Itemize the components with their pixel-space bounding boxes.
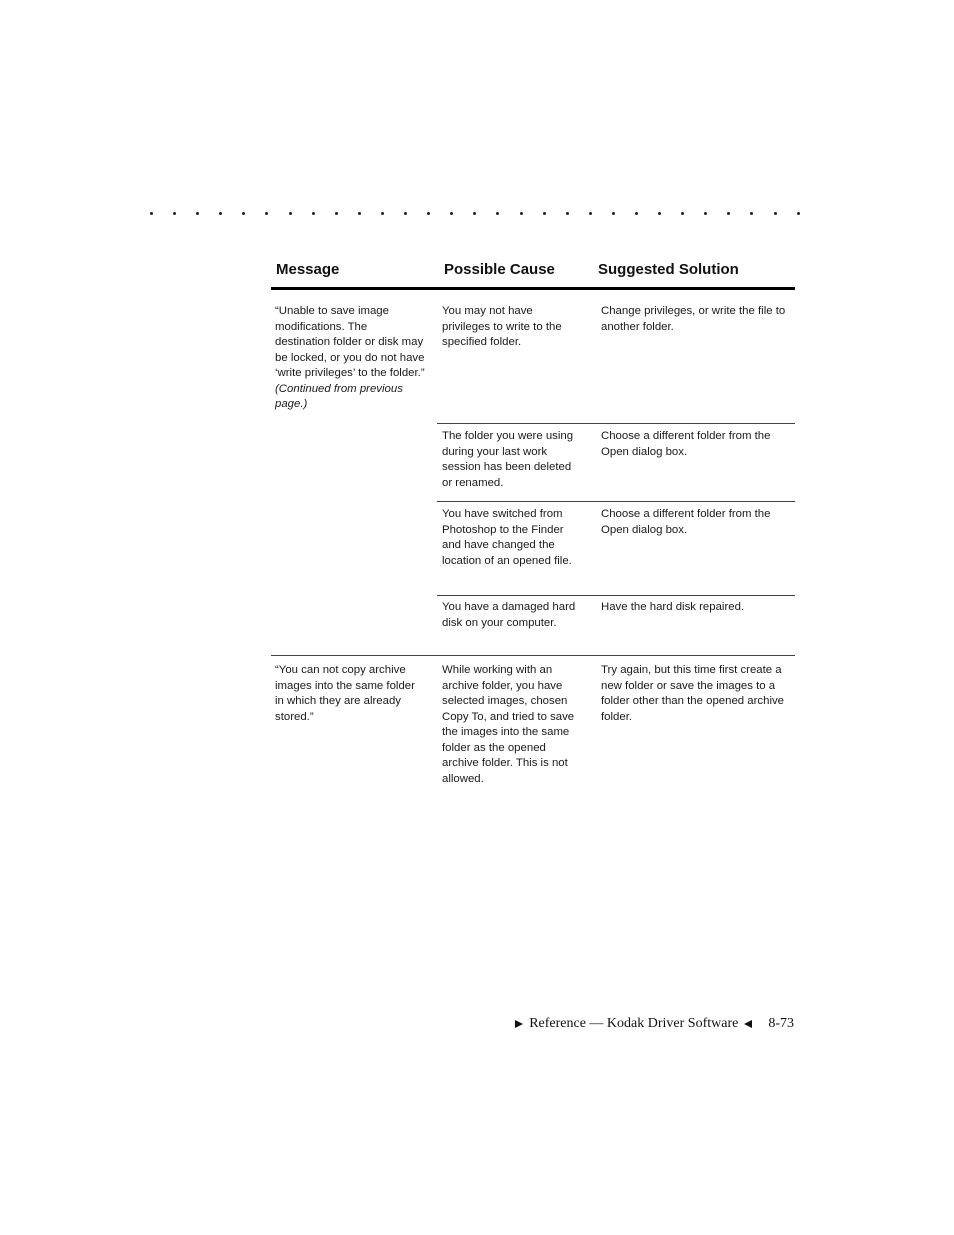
dot xyxy=(473,212,476,215)
dot xyxy=(496,212,499,215)
page-number: 8-73 xyxy=(768,1016,794,1031)
footer-title: Reference — Kodak Driver Software xyxy=(529,1016,739,1031)
dot xyxy=(312,212,315,215)
message-cell xyxy=(275,304,425,413)
dot xyxy=(727,212,730,215)
dot xyxy=(566,212,569,215)
header-message: Message xyxy=(276,261,340,278)
solution-cell: Have the hard disk repaired. xyxy=(601,601,745,613)
row-divider xyxy=(437,423,795,424)
solution-cell: Try again, but this time first create a new folder or save the images to a folder other than the opened archive folder. xyxy=(601,664,785,723)
message-cell: “You can not copy archive images into the same folder in which they are already stored.” xyxy=(275,664,415,723)
cause-cell: You have a damaged hard disk on your computer. xyxy=(442,601,576,629)
row-divider xyxy=(437,595,795,596)
dot xyxy=(635,212,638,215)
dotted-separator xyxy=(150,203,800,223)
cause-cell: While working with an archive folder, you have selected images, chosen Copy To, and tried to save the images into the same folder as the opened archive folder. This is not allowed. xyxy=(442,664,575,785)
header-rule xyxy=(271,287,795,290)
dot xyxy=(797,212,800,215)
solution-cell: Change privileges, or write the file to another folder. xyxy=(601,305,786,333)
dot xyxy=(219,212,222,215)
dot xyxy=(173,212,176,215)
dot xyxy=(543,212,546,215)
dot xyxy=(358,212,361,215)
dot xyxy=(681,212,684,215)
dot xyxy=(289,212,292,215)
cause-cell: You may not have privileges to write to the specified folder. xyxy=(442,305,562,348)
cause-cell: You have switched from Photoshop to the Finder and have changed the location of an opened file. xyxy=(442,508,572,567)
message-continued-note: (Continued from previous page.) xyxy=(275,382,403,410)
dot xyxy=(520,212,523,215)
dot xyxy=(658,212,661,215)
header-suggested-solution: Suggested Solution xyxy=(598,261,739,278)
dot xyxy=(196,212,199,215)
dot xyxy=(774,212,777,215)
header-possible-cause: Possible Cause xyxy=(444,261,555,278)
dot xyxy=(404,212,407,215)
page-footer xyxy=(515,1016,794,1032)
solution-cell: Choose a different folder from the Open dialog box. xyxy=(601,430,771,458)
dot xyxy=(427,212,430,215)
triangle-left-icon xyxy=(744,1020,752,1028)
row-divider xyxy=(437,501,795,502)
triangle-right-icon xyxy=(515,1020,523,1028)
dot xyxy=(589,212,592,215)
cause-cell: The folder you were using during your last work session has been deleted or renamed. xyxy=(442,430,574,489)
dot xyxy=(612,212,615,215)
dot xyxy=(450,212,453,215)
dot xyxy=(704,212,707,215)
dot xyxy=(335,212,338,215)
row-divider xyxy=(271,655,795,656)
dot xyxy=(381,212,384,215)
dot xyxy=(750,212,753,215)
dot xyxy=(150,212,153,215)
solution-cell: Choose a different folder from the Open dialog box. xyxy=(601,508,771,536)
message-text: “Unable to save image modifications. The destination folder or disk may be locked, or you do not have ‘write privileges’ to the folder.” xyxy=(275,305,425,379)
dot xyxy=(242,212,245,215)
dot xyxy=(265,212,268,215)
